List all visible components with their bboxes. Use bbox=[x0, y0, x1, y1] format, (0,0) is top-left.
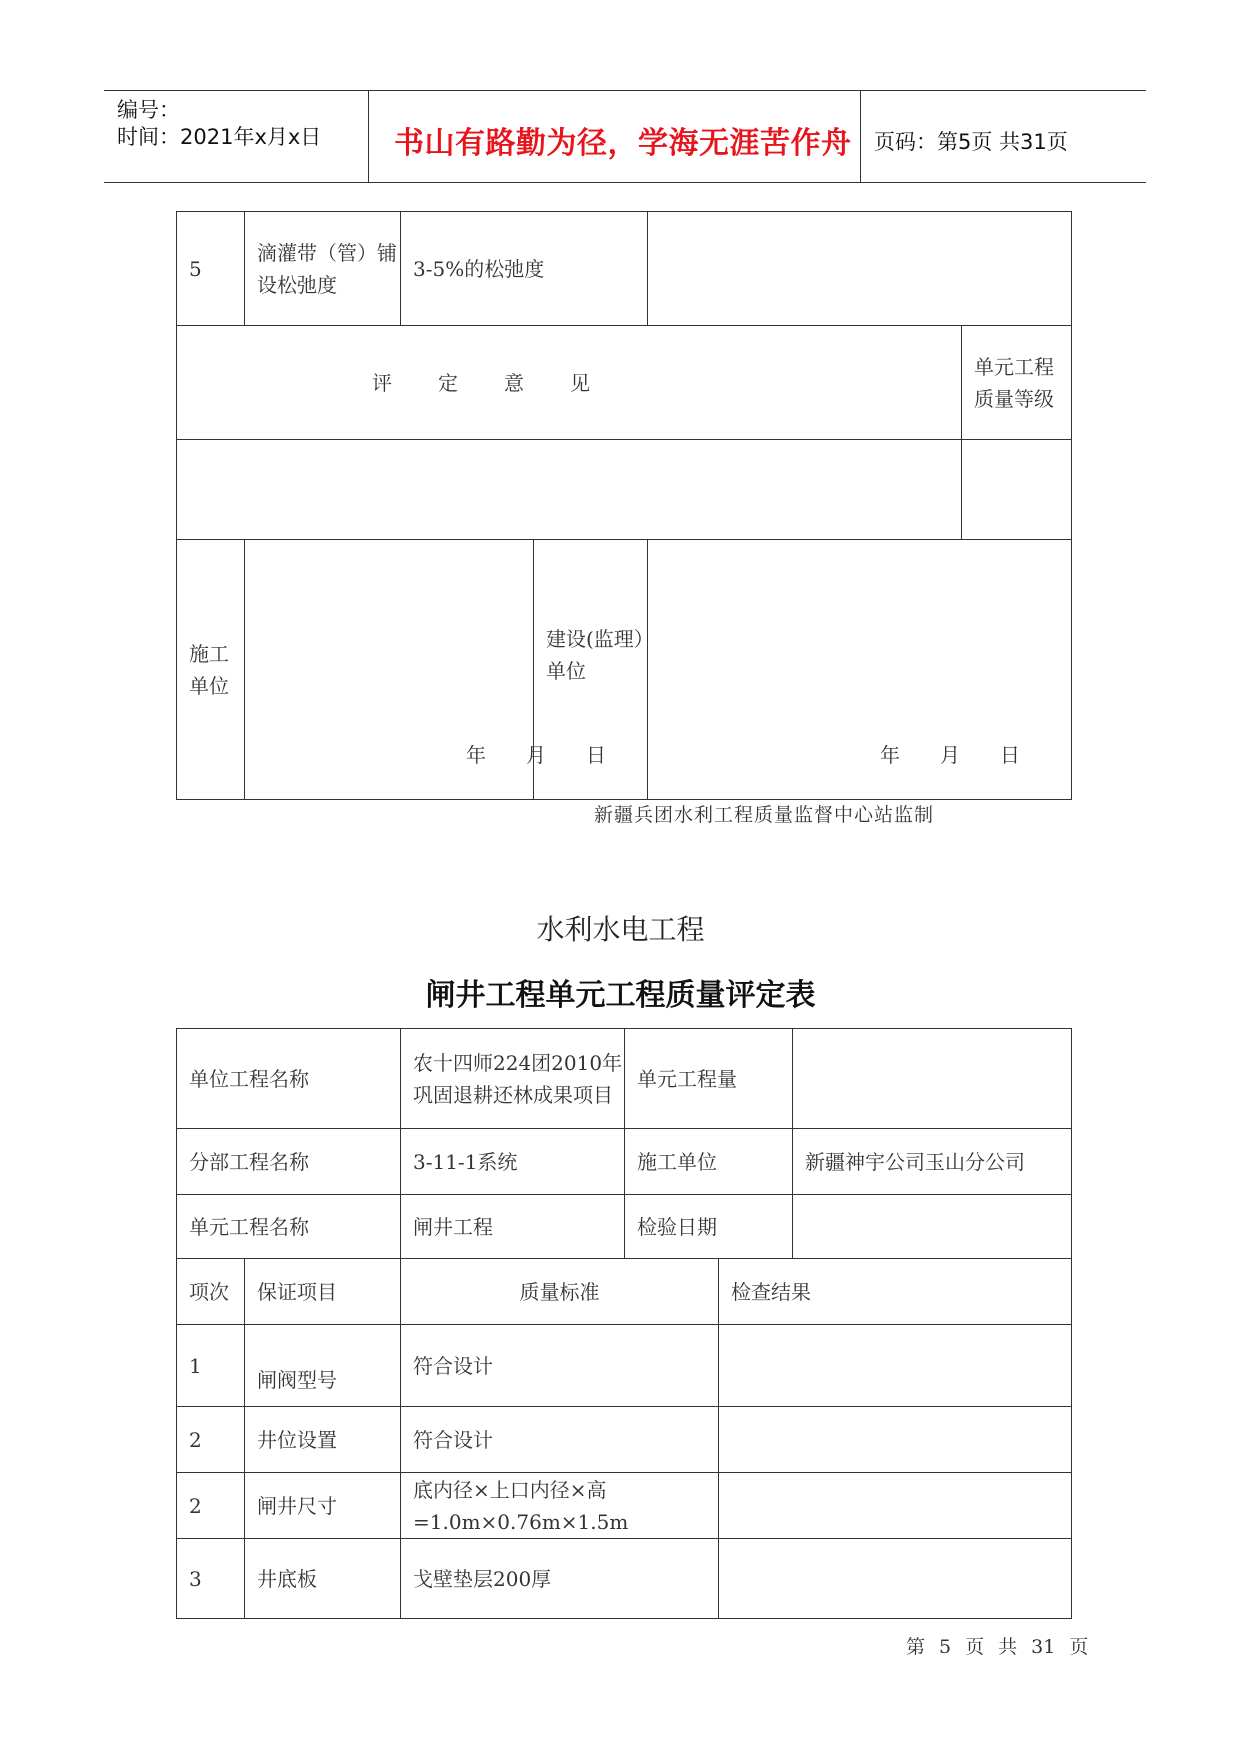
grade-value bbox=[962, 440, 1072, 540]
evaluation-table-continued bbox=[176, 211, 1072, 800]
header-page-label: 页码：第5页 共31页 bbox=[874, 130, 1068, 154]
unit-name-label: 单元工程名称 bbox=[177, 1195, 401, 1259]
row-standard: 3-5%的松弛度 bbox=[401, 212, 648, 326]
table-row bbox=[177, 326, 1072, 440]
table-row bbox=[177, 1029, 1072, 1129]
inspection-date-label: 检验日期 bbox=[625, 1195, 793, 1259]
row-number: 2 bbox=[177, 1473, 245, 1539]
row-standard: 符合设计 bbox=[401, 1325, 719, 1407]
contractor-value: 新疆神宇公司玉山分公司 bbox=[793, 1129, 1072, 1195]
unit-quantity-label: 单元工程量 bbox=[625, 1029, 793, 1129]
row-item: 闸阀型号 bbox=[245, 1325, 401, 1407]
table-row bbox=[177, 440, 1072, 540]
row-result bbox=[719, 1539, 1072, 1619]
column-header-result: 检查结果 bbox=[719, 1259, 1072, 1325]
table-row bbox=[177, 1473, 1072, 1539]
table-row bbox=[177, 1539, 1072, 1619]
header-top-rule bbox=[104, 90, 1146, 91]
supervision-unit-label: 建设(监理）单位 bbox=[534, 540, 648, 800]
unit-name-value: 闸井工程 bbox=[401, 1195, 625, 1259]
opinion-header-text: 评 定 意 见 bbox=[372, 370, 591, 395]
contractor-label: 施工单位 bbox=[625, 1129, 793, 1195]
division-label: 分部工程名称 bbox=[177, 1129, 401, 1195]
row-result bbox=[648, 212, 1072, 326]
header-divider-right bbox=[860, 90, 861, 183]
table-row bbox=[177, 212, 1072, 326]
table-row bbox=[177, 1129, 1072, 1195]
row-result bbox=[719, 1325, 1072, 1407]
division-value: 3-11-1系统 bbox=[401, 1129, 625, 1195]
table-header-row bbox=[177, 1259, 1072, 1325]
row-item: 井位设置 bbox=[245, 1407, 401, 1473]
row-number: 3 bbox=[177, 1539, 245, 1619]
page-title: 闸井工程单元工程质量评定表 bbox=[425, 978, 816, 1013]
page-subtitle: 水利水电工程 bbox=[536, 913, 705, 946]
unit-project-value: 农十四师224团2010年巩固退耕还林成果项目 bbox=[401, 1029, 625, 1129]
row-item: 井底板 bbox=[245, 1539, 401, 1619]
row-standard: 符合设计 bbox=[401, 1407, 719, 1473]
header-time-label: 时间：2021年x月x日 bbox=[117, 125, 322, 149]
table-row bbox=[177, 1195, 1072, 1259]
supervision-note: 新疆兵团水利工程质量监督中心站监制 bbox=[594, 804, 935, 826]
row-result bbox=[719, 1407, 1072, 1473]
header-bottom-rule bbox=[104, 182, 1146, 183]
header-divider-left bbox=[368, 90, 369, 183]
opinion-value bbox=[177, 440, 962, 540]
row-number: 5 bbox=[177, 212, 245, 326]
column-header-no: 项次 bbox=[177, 1259, 245, 1325]
row-number: 1 bbox=[177, 1325, 245, 1407]
inspection-date-value bbox=[793, 1195, 1072, 1259]
column-header-standard: 质量标准 bbox=[401, 1259, 719, 1325]
table-row bbox=[177, 1407, 1072, 1473]
row-standard: 戈壁垫层200厚 bbox=[401, 1539, 719, 1619]
page-footer: 第 5 页 共 31 页 bbox=[906, 1636, 1089, 1658]
row-item: 滴灌带（管）铺设松弛度 bbox=[245, 212, 401, 326]
row-number: 2 bbox=[177, 1407, 245, 1473]
grade-label: 单元工程质量等级 bbox=[962, 326, 1072, 440]
construction-unit-label: 施工单位 bbox=[177, 540, 245, 800]
sluice-well-evaluation-table bbox=[176, 1028, 1072, 1619]
header-motto: 书山有路勤为径，学海无涯苦作舟 bbox=[394, 126, 852, 161]
row-item: 闸井尺寸 bbox=[245, 1473, 401, 1539]
header-number-label: 编号： bbox=[117, 98, 180, 122]
row-result bbox=[719, 1473, 1072, 1539]
unit-quantity-value bbox=[793, 1029, 1072, 1129]
table-row bbox=[177, 1325, 1072, 1407]
supervision-date: 年 月 日 bbox=[880, 743, 1020, 767]
unit-project-label: 单位工程名称 bbox=[177, 1029, 401, 1129]
column-header-item: 保证项目 bbox=[245, 1259, 401, 1325]
construction-date: 年 月 日 bbox=[466, 743, 606, 767]
row-standard: 底内径×上口内径×高=1.0m×0.76m×1.5m bbox=[401, 1473, 719, 1539]
opinion-header bbox=[177, 326, 962, 440]
